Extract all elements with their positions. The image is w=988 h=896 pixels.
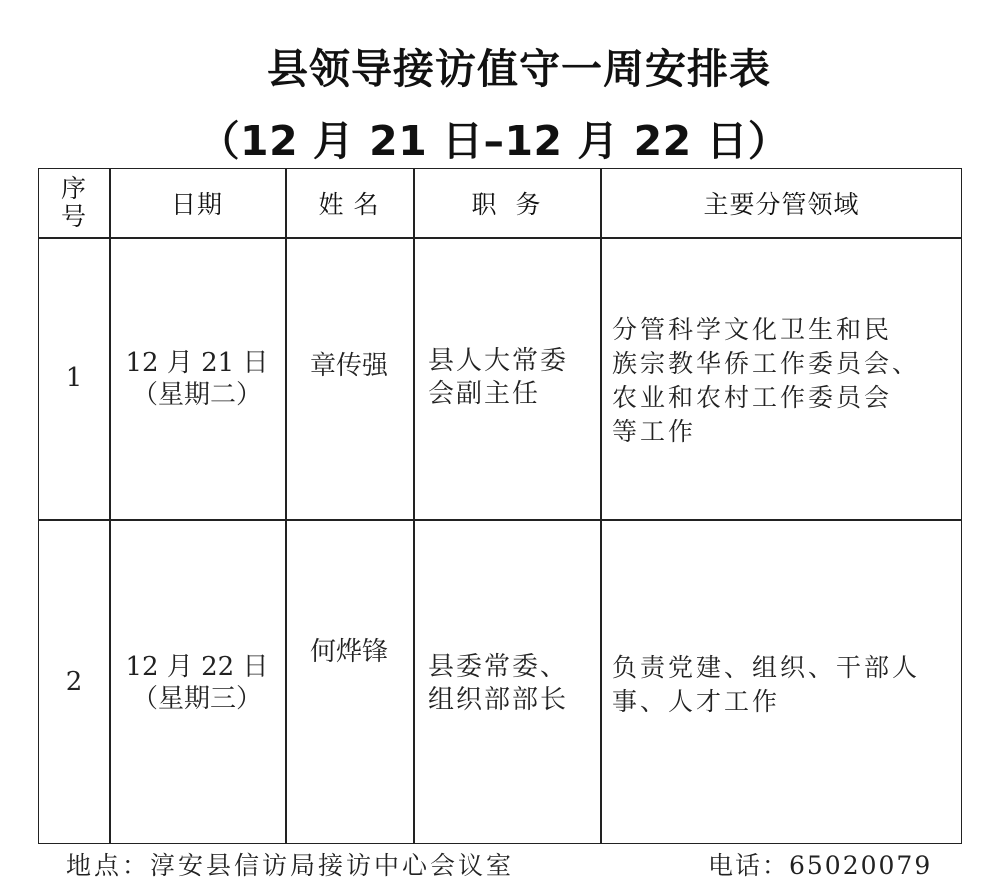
row-divider (39, 237, 961, 239)
row2-position-line1: 县委常委、 (428, 652, 569, 682)
row1-index: 1 (65, 363, 83, 393)
header-name: 姓 名 (318, 190, 380, 219)
header-index-line2: 号 (60, 202, 87, 231)
row-divider (39, 519, 961, 521)
row1-areas (600, 313, 963, 453)
column-divider (600, 169, 602, 843)
row1-date-line2: （星期二） (131, 380, 262, 410)
row2-index: 2 (65, 667, 83, 697)
column-divider (285, 169, 287, 843)
row1-areas-line4: 等工作 (612, 417, 697, 446)
row2-date-line2: （星期三） (131, 684, 262, 714)
footer-phone: 电话：65020079 (708, 851, 933, 880)
footer-location: 地点：淳安县信访局接访中心会议室 (66, 851, 515, 880)
row1-areas-line3: 农业和农村工作委员会 (612, 383, 893, 412)
row1-date-line1: 12 月 21 日 (125, 348, 269, 378)
header-date: 日期 (170, 190, 223, 219)
row2-name: 何烨锋 (309, 637, 388, 667)
header-index (39, 169, 109, 237)
column-divider (109, 169, 111, 843)
row1-name: 章传强 (309, 351, 388, 381)
row2-date-line1: 12 月 22 日 (125, 652, 269, 682)
row2-areas-line2: 事、人才工作 (612, 687, 781, 716)
row1-position-line2: 会副主任 (428, 379, 541, 409)
row1-position (413, 345, 600, 415)
row1-areas-line1: 分管科学文化卫生和民 (612, 315, 893, 344)
page-subtitle-date-range: （12 月 21 日–12 月 22 日） (198, 117, 790, 165)
column-divider (413, 169, 415, 843)
row2-position (413, 651, 600, 721)
row2-areas-line1: 负责党建、组织、干部人 (612, 653, 921, 682)
schedule-table (38, 168, 962, 844)
header-index-line1: 序 (60, 174, 87, 203)
row2-position-line2: 组织部部长 (428, 685, 569, 715)
header-position: 职 务 (471, 190, 542, 219)
row1-position-line1: 县人大常委 (428, 346, 569, 376)
row1-date (109, 347, 285, 417)
header-areas: 主要分管领域 (703, 190, 860, 219)
row2-date (109, 651, 285, 721)
page-title: 县领导接访值守一周安排表 (267, 45, 771, 93)
row1-areas-line2: 族宗教华侨工作委员会、 (612, 349, 921, 378)
row2-areas (600, 651, 963, 721)
